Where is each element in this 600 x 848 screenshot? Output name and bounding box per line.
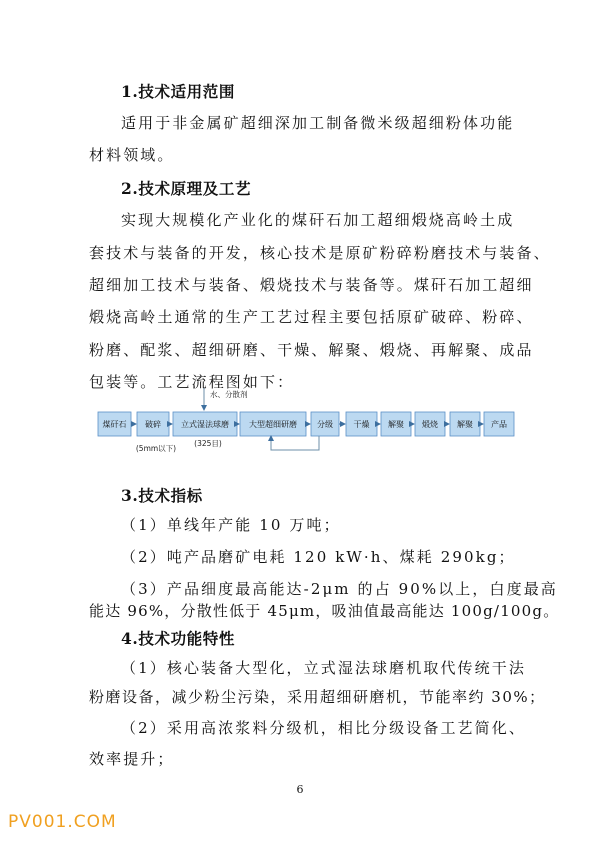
input-label: 水、分散剂 [210, 390, 248, 399]
section-heading-1: 1.技术适用范围 [121, 82, 235, 101]
paragraph-line: 套技术与装备的开发，核心技术是原矿粉碎粉磨技术与装备、 [89, 244, 551, 262]
paragraph-line: 煅烧高岭土通常的生产工艺过程主要包括原矿破碎、粉碎、 [89, 308, 534, 326]
flow-step-label: 破碎 [145, 420, 161, 429]
flow-step-label: 分级 [317, 420, 333, 429]
section-heading-3: 3.技术指标 [121, 486, 203, 505]
paragraph-line: 效率提升； [89, 750, 175, 768]
crush-size-note: (5mm以下) [135, 444, 177, 453]
paragraph-line: 包装等。工艺流程图如下： [89, 373, 295, 391]
paragraph-line: （1）单线年产能 10 万吨； [121, 516, 341, 534]
flow-step-label: 干燥 [353, 420, 370, 429]
flow-step-label: 立式湿法球磨 [181, 420, 229, 429]
paragraph-line: 粉磨、配浆、超细研磨、干燥、解聚、煅烧、再解聚、成品 [89, 341, 534, 359]
paragraph-line: 粉磨设备，减少粉尘污染，采用超细研磨机，节能率约 30%； [89, 688, 546, 706]
section-heading-2: 2.技术原理及工艺 [121, 179, 252, 198]
paragraph-line: 实现大规模化产业化的煤矸石加工超细煅烧高岭土成 [121, 211, 515, 229]
flow-step-label: 煅烧 [422, 420, 438, 429]
paragraph-line: 适用于非金属矿超细深加工制备微米级超细粉体功能 [121, 114, 515, 132]
paragraph-line: （2）采用高浓浆料分级机，相比分级设备工艺简化、 [121, 719, 526, 737]
paragraph-line: （1）核心装备大型化，立式湿法球磨机取代传统干法 [121, 659, 526, 677]
recycle-loop-arrow [271, 436, 319, 450]
flow-step-label: 煤矸石 [102, 420, 127, 429]
process-flow-diagram [96, 384, 521, 460]
flow-step-label: 解聚 [388, 420, 404, 429]
paragraph-line: （3）产品细度最高能达-2μm 的占 90%以上，白度最高 [121, 580, 558, 598]
paragraph-line: 能达 96%，分散性低于 45μm，吸油值最高能达 100g/100g。 [89, 602, 560, 620]
paragraph-line: （2）吨产品磨矿电耗 120 kW·h、煤耗 290kg； [121, 548, 516, 566]
watermark: PV001.COM [8, 812, 117, 832]
mill-mesh-note: (325目) [194, 439, 222, 448]
page-number: 6 [296, 783, 304, 796]
flow-step-label: 产品 [491, 420, 507, 429]
paragraph-line: 超细加工技术与装备、煅烧技术与装备等。煤矸石加工超细 [89, 276, 534, 294]
paragraph-line: 材料领域。 [89, 146, 175, 164]
section-heading-4: 4.技术功能特性 [121, 629, 235, 648]
flow-step-label: 大型超细研磨 [249, 420, 297, 429]
flow-step-label: 解聚 [457, 420, 473, 429]
